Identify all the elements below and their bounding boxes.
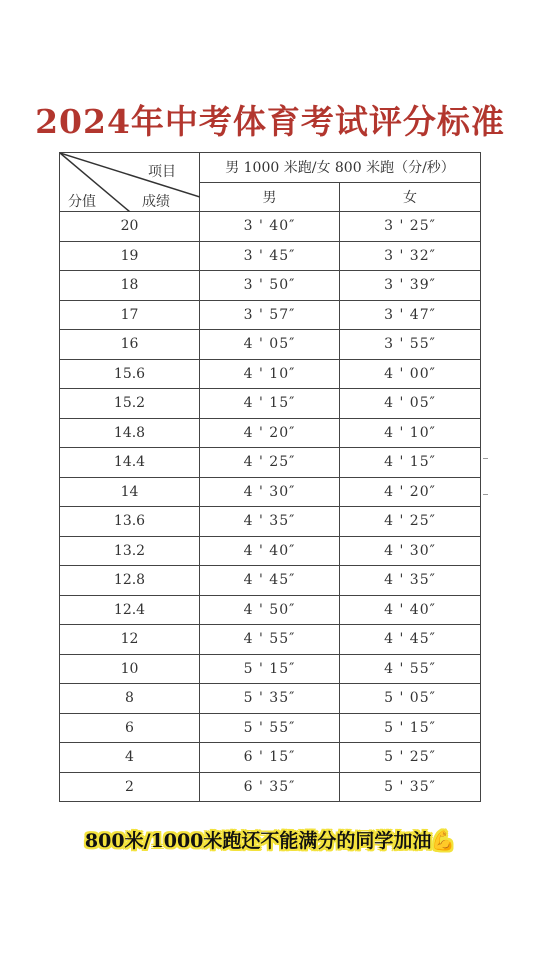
table-row — [60, 418, 481, 448]
male-time-cell: 4 ' 10″ — [200, 359, 340, 389]
male-time-cell: 5 ' 15″ — [200, 654, 340, 684]
table-row — [60, 625, 481, 655]
male-time-cell: 3 ' 57″ — [200, 300, 340, 330]
male-time-cell: 4 ' 50″ — [200, 595, 340, 625]
female-time-cell: 4 ' 30″ — [340, 536, 481, 566]
table-row — [60, 241, 481, 271]
male-header: 男 — [200, 182, 340, 212]
female-time-cell: 4 ' 00″ — [340, 359, 481, 389]
score-cell: 15.2 — [60, 389, 200, 419]
female-time-cell: 3 ' 25″ — [340, 212, 481, 242]
table-row — [60, 772, 481, 802]
table-row — [60, 595, 481, 625]
score-cell: 10 — [60, 654, 200, 684]
female-time-cell: 4 ' 05″ — [340, 389, 481, 419]
item-label: 项目 — [148, 164, 176, 180]
male-time-cell: 4 ' 25″ — [200, 448, 340, 478]
female-time-cell: 4 ' 35″ — [340, 566, 481, 596]
male-time-cell: 4 ' 45″ — [200, 566, 340, 596]
female-time-cell: 4 ' 20″ — [340, 477, 481, 507]
female-time-cell: 4 ' 40″ — [340, 595, 481, 625]
table-row — [60, 359, 481, 389]
male-time-cell: 3 ' 45″ — [200, 241, 340, 271]
score-label: 分值 — [68, 194, 96, 210]
score-cell: 4 — [60, 743, 200, 773]
table-row — [60, 389, 481, 419]
diagonal-header-cell — [60, 153, 200, 212]
score-cell: 19 — [60, 241, 200, 271]
female-time-cell: 3 ' 39″ — [340, 271, 481, 301]
male-time-cell: 5 ' 35″ — [200, 684, 340, 714]
male-time-cell: 4 ' 15″ — [200, 389, 340, 419]
female-time-cell: 5 ' 05″ — [340, 684, 481, 714]
male-time-cell: 4 ' 55″ — [200, 625, 340, 655]
male-time-cell: 6 ' 35″ — [200, 772, 340, 802]
table-body — [60, 212, 481, 802]
female-header: 女 — [340, 182, 481, 212]
male-time-cell: 6 ' 15″ — [200, 743, 340, 773]
score-table — [59, 152, 481, 802]
score-cell: 12.8 — [60, 566, 200, 596]
score-cell: 13.6 — [60, 507, 200, 537]
female-time-cell: 3 ' 55″ — [340, 330, 481, 360]
female-time-cell: 4 ' 15″ — [340, 448, 481, 478]
table-row — [60, 212, 481, 242]
female-time-cell: 4 ' 55″ — [340, 654, 481, 684]
score-cell: 14.8 — [60, 418, 200, 448]
result-label: 成绩 — [142, 194, 170, 210]
table-row — [60, 271, 481, 301]
score-cell: 12 — [60, 625, 200, 655]
score-cell: 20 — [60, 212, 200, 242]
score-cell: 6 — [60, 713, 200, 743]
flexed-biceps-icon: 💪 — [431, 830, 456, 852]
male-time-cell: 3 ' 50″ — [200, 271, 340, 301]
score-cell: 8 — [60, 684, 200, 714]
table-row — [60, 713, 481, 743]
male-time-cell: 5 ' 55″ — [200, 713, 340, 743]
female-time-cell: 5 ' 15″ — [340, 713, 481, 743]
score-cell: 16 — [60, 330, 200, 360]
male-time-cell: 3 ' 40″ — [200, 212, 340, 242]
table-row — [60, 477, 481, 507]
table-row — [60, 507, 481, 537]
score-cell: 12.4 — [60, 595, 200, 625]
table-row — [60, 536, 481, 566]
footer-banner — [0, 826, 540, 853]
page-title: 2024年中考体育考试评分标准 — [35, 102, 505, 141]
male-time-cell: 4 ' 40″ — [200, 536, 340, 566]
male-time-cell: 4 ' 35″ — [200, 507, 340, 537]
table-row — [60, 566, 481, 596]
footer-text: 800米/1000米跑还不能满分的同学加油 — [84, 830, 432, 852]
male-time-cell: 4 ' 05″ — [200, 330, 340, 360]
female-time-cell: 4 ' 10″ — [340, 418, 481, 448]
female-time-cell: 5 ' 25″ — [340, 743, 481, 773]
table-row — [60, 684, 481, 714]
table-row — [60, 743, 481, 773]
score-cell: 17 — [60, 300, 200, 330]
score-cell: 2 — [60, 772, 200, 802]
table-row — [60, 448, 481, 478]
event-header: 男 1000 米跑/女 800 米跑（分/秒） — [200, 153, 481, 183]
score-cell: 15.6 — [60, 359, 200, 389]
male-time-cell: 4 ' 20″ — [200, 418, 340, 448]
male-time-cell: 4 ' 30″ — [200, 477, 340, 507]
table-row — [60, 330, 481, 360]
female-time-cell: 5 ' 35″ — [340, 772, 481, 802]
table-row — [60, 300, 481, 330]
score-cell: 14 — [60, 477, 200, 507]
margin-mark — [483, 458, 488, 459]
female-time-cell: 3 ' 47″ — [340, 300, 481, 330]
margin-mark — [483, 494, 488, 495]
female-time-cell: 3 ' 32″ — [340, 241, 481, 271]
score-cell: 14.4 — [60, 448, 200, 478]
female-time-cell: 4 ' 45″ — [340, 625, 481, 655]
score-cell: 13.2 — [60, 536, 200, 566]
table-row — [60, 654, 481, 684]
score-cell: 18 — [60, 271, 200, 301]
female-time-cell: 4 ' 25″ — [340, 507, 481, 537]
